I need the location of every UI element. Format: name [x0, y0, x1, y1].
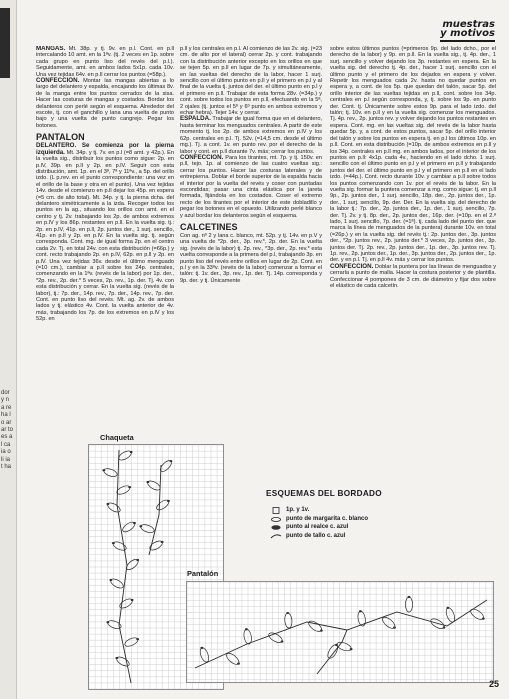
- leaf-motif: [225, 651, 241, 666]
- leaf-dot: [286, 612, 289, 614]
- leaf-dot: [408, 596, 411, 598]
- leaf-outline: [445, 607, 457, 624]
- column2-text-top: p.ll y los centrales en p.l. Al comienzo de las 2v. sig. (=23 cm. de alto por el lateral) cerrar 2p. y cont. trabajando con la distribución anterior excepto en los orillos en que se tejen 5p. en p.ll en lugar de 7p. y simultáneamente, en las vueltas del derecho de la labor, hacer 1 surj. sencillo con el último punto en p.ll y el primero en p.l y al final de la vuelta tj. juntos del der. el último punto en p.l y el primero en p.ll. Trabajar de esta forma 28v. (=34p.) y cont. sobre todos los puntos en p.ll, efectuando en la 5ª, 2 ojales (tj. juntos el 5º y 6º punto en ambos extremos y echar hebra). Tejer 14v. y cerrar.: [180, 46, 322, 117]
- edge-bar: [0, 8, 10, 78]
- stitch-icon: [270, 533, 282, 540]
- leaf-motif: [469, 607, 485, 621]
- embroidery-charts-title: ESQUEMAS DEL BORDADO: [266, 489, 382, 498]
- leaf-dot: [128, 486, 131, 488]
- legend-text: punto al realce c. azul: [286, 524, 349, 530]
- leaf-outline: [103, 467, 118, 478]
- calcetines-heading: CALCETINES: [180, 221, 238, 232]
- leaf-dot: [139, 525, 142, 527]
- leaf-dot: [106, 621, 109, 623]
- leaf-motif: [115, 655, 130, 668]
- confeccion-heading: CONFECCION.: [36, 77, 80, 85]
- leaf-outline: [267, 631, 284, 645]
- leaf-outline: [243, 629, 253, 645]
- leaf-dot: [169, 460, 172, 462]
- leaf-dot: [237, 663, 240, 665]
- leaf-dot: [200, 647, 203, 649]
- leaf-dot: [136, 638, 139, 640]
- confeccion-text-3: Doblar la puntera por las líneas de menguados y cerrarla a punto de malla. Hacer la costura posterior y de plantilla. Confeccionar 4 pompones de 3 cm. de diámetro y fijar dos sobre el elástico de cada calcetín.: [330, 263, 496, 290]
- masthead: [440, 20, 495, 42]
- legend-text: punto de margarita c. blanco: [286, 515, 369, 522]
- leaf-dot: [130, 451, 133, 453]
- leaf-dot: [359, 610, 362, 612]
- leaf-dot: [320, 630, 323, 632]
- leaf-icon: [270, 516, 282, 523]
- leaf-outline: [284, 613, 292, 629]
- espalda-text: Trabajar de igual forma que en el delantero, hasta terminar los menguados centrales. A partir de este momento tj. los 2p. de ambos extremos en p.lV y los 62p. centrales en p.l. Tj. 52v. (=14,5 cm. desde el último mg.). Tj. a cont. 1v. en punto rev. por el derecho de la labor y cont. en p.ll durante 7v. más; cerrar los puntos.: [180, 116, 322, 155]
- leaf-motif: [445, 607, 457, 624]
- calcetines-text: Con ag. nº 2 y lana c. blanco, mt. 52p. y tj. 14v. en p.V y una vuelta de *2p. der., 3p. rev.*, 2p. der. En la vuelta sig. (revés de la labor) tj. 2p. rev., *3p. der., 2p. rev.* esta vuelta corresponde a la primera del p.l, trabajando 3p. en punto liso del revés entre orillos en lugar de 2p. Cont. en p.l y en la 33ªv. (revés de la labor) comenzar a formar el talón: tj. 1v. der., 3p. rev., 1p. der. Tj. 14p. corresponda y 9p. der. y tj. Únicamente: [180, 232, 322, 284]
- leaf-dot: [115, 657, 118, 659]
- legend-row-realce: [270, 523, 470, 532]
- confeccion-text: Montar las mangas abiertas a lo largo del delantero y espalda, encajando los últimas 8v. de la manga entre los puntos cerrados de la sisa. Hacer las costuras de mangas y costados. Bordar los delanteros con perlé según el esquema. Alrededor del escote, tj. con el ganchillo y lana una vuelta de punto bajo y una vuelta de punto cangrejo. Pegar los botones.: [36, 78, 174, 129]
- confeccion-heading-3: CONFECCION.: [330, 262, 374, 270]
- masthead-line1: muestras: [442, 19, 495, 30]
- leaf-outline: [140, 523, 155, 534]
- pantalon-embroidery-chart: [186, 581, 494, 683]
- delantero-heading: DELANTERO. Se comienza por la pierna izquierda.: [36, 142, 174, 156]
- leaf-motif: [139, 523, 155, 534]
- legend-row-margarita: [270, 515, 470, 524]
- leaf-dot: [245, 628, 248, 630]
- edge-text: dor y n a re ha lo ar ar to es al ca ia o li ia t ha: [1, 390, 14, 471]
- masthead-line2: y motivos: [440, 28, 495, 39]
- legend-row-grid: [270, 506, 470, 515]
- leaf-dot: [133, 522, 136, 524]
- leaf-dot: [167, 500, 170, 502]
- legend-text: punto de tallo c. azul: [286, 532, 346, 539]
- pantalon-heading: PANTALON: [36, 132, 85, 143]
- leaf-dot: [136, 559, 139, 561]
- confeccion-text-2: Para los tirantes, mt. 7p. y tj. 150v. en p.ll, tejo. 1p. al comienzo de las cuatro vueltas sig.: cerrar los puntos. Hacer las costuras laterales y de entrepierna. Doblar el borde superior de la espalda hacia el interior por la vuelta del revés y coser con puntadas escondidas; pasar una cinta elástica por la jareta formada, fijándola en los costados. Coser el extremo recto de los tirantes por el interior de este dobladillo y pegar los botones en el opuesto. Utilizando perlé blanco y azul bordar los delanteros según el esquema.: [180, 154, 322, 219]
- mangas-text: Mt. 38p. y tj. 9v. en p.l. Cont. en p.ll intercalando 10 amt. en la 1ªv. (tj. 2 veces en 1p. sobre cada grupo en punto liso del revés del p.l.). Seguidamente, amt. en ambos lados 5x1p. cada 10v. Una vez tejidas 64v. en p.ll cerrar los puntos (=58p.).: [36, 46, 174, 78]
- leaf-motif: [155, 498, 170, 511]
- leaf-motif: [284, 612, 292, 628]
- leaf-dot: [112, 542, 115, 544]
- text-column-1: [36, 46, 174, 420]
- column3-text: sobre estos últimos puntos (=primeros 9p. del lado dcho., por el derecho de la labor) y 9p. en p.ll. En la vuelta sig., tj. 4p. der., 1 surj. sencillo y volver dejando los 3p. restantes en espera. En la vuelta sig. del derecho tj. 4p. der., hacer 1 surj. sencillo con el último punto y el primero de los dejados en espera y volver. Repetir los menguados cada 2v. hasta no quedar puntos en espera y, a cont. de los 5p. que quedan del talón, sacar 5p. del orillo interior de las vueltas tejidas en p.ll, cont. sobre los 34p. centrales en p.l según corresponda, y, tj. sobre los 9p. en punto der. Cont. tj. Únicamente sobre estos 9p. para el lado izdo. del talón; tj. 10v. en p.ll y en la vuelta sig. comenzar los menguados. Tj. 4p. rev., 2p. juntos rev. y volver dejando los puntos restantes en espera. Cont. mg. en las vueltas sig. del revés de la labor hasta quedar 5p. y, a cont. de estos puntos, sacar 5p. del orillo interior del talón y sobre los puntos en espera tj. en p.l los últimos 10p. en p.ll. Cont. en esta distribución (=10p. de ambos extremos en p.ll y los 34p. centrales en p.ll mg. en ambos lados, por el interior de los puntos en p.ll: 4x1p. cada 4v., haciendo en el lado dcho. 1 surj. sencillo con el último punto en p.l y el primero en p.ll y trabajando juntos del der. el último punto en p.l y el primero en p.ll en el lado izdo. (=44p.). Cont. recto durante 10v. y cambiar a p.ll sobre todos los puntos comenzando con 1v. por el revés de la labor. En la vuelta sig. formar la puntera comenzar a mg. como sigue: tj. en p.ll 9p., 2p. juntos der., 1 surj. sencillo, 18p. der., 2p. juntos der., 1p. der., 1 surj. sencillo, 9p. der. Der. En la vuelta sig. del derecho de la labor tj.: 7p. der., 2p. juntos der., 1p. der., 1 surj. sencillo, 7p. der. Tj. 2v. y tj. 8p. der., 2p. juntos der., 16p. der. (=10p. en el 2.ª lado, 1 surj. sencillo, 7p. der. (=1ª). tj. cada lado del punto der. que marca la línea de menguados de la puntera) durante 10v. en total (=26p.) y en la vuelta sig. del revés tj.: 2p. juntos der., 3p. juntos der., *2p. juntos rev., 2p. juntos der.* 3 veces, 2p. juntos der., 3p. juntos der. Tj. 2p. rev., 2p. juntos der., 1p. der., 3p. juntos rev. Tj. 1p. rev., 2p. juntos der., 1p. der., 3p. juntos der., 2p. juntos der., 1p. der. y en p.l. Tj. en p.ll 4v. más y cerrar los puntos.: [330, 46, 496, 264]
- previous-page-edge: [0, 0, 17, 699]
- masthead-rule: [440, 40, 495, 42]
- dot-icon: [270, 524, 282, 531]
- leaf-dot: [393, 627, 396, 629]
- leaf-dot: [350, 648, 353, 650]
- leaf-motif: [267, 631, 284, 645]
- text-column-3: [330, 46, 496, 456]
- delantero-text: Mt. 34p. y tj. 7v. en p.l (=8 amt. y 42p.). En la vuelta sig., distribuir los puntos como sigue: 2p. en p.lV, 39p. en p.ll y 2p. en p.lV. Seguir con esta distribución, amt. 1p. en el 3ª, 7ª y 11ªv., a 5p. del orillo izdo. (L p.rev. en el punto correspondiente: una vez en el orillo de la base y otra en el punto). Una vez tejidas 14v. desde el comienzo en p.ll dejar los 45p. en espera (=5 cm. de alto total). Mt. 34p. y tj. la pierna dcha. del delantero simétricamente a la izda. Recoger todos los puntos en la ag., situando los orillos con amt. en el centro y tj. 2v. trabajando los 2p. de ambos extremos en p.lV y los 86p. restantes en p.ll. En la vuelta sig. tj.: 2p. en p.lV, 41p. en p.ll, 2p. juntos der., 1 surj. sencillo, 41p. en p.ll y 2p. en p.lV. En la vuelta sig. tj. según corresponda. Cont. mg. de igual forma 2p. en el centro cada 2v. Tj. en total 24v. con esta distribución (=66p.) y cont. recto trabajando 2p. en p.lV, 62p. en p.ll y 2p. en p.lV. Una vez tejidas 36v. desde el último menguado (=10 cm.), cambiar a p.ll sobre los 24p. centrales, comenzando en la 1ªv. (revés de la labor) por 1p. der., *2p. rev., 2p. der.* 5 veces, 2p. rev., 1p. der. Tj. 4v. con esta distribución y cerrar. En la vuelta sig. (revés de la labor), tj.: 7p. der., 14p. rev., 7p. der., 14p. rev., 7p. der. Cont. en punto liso del revés. Mt. ag. 2v. de ambos lados y tj. elástico 4v. Cont. la vuelta anterior de 4v. más, trabajando los 7p. de los extremos en p.lV y los 52p. en: [36, 149, 174, 323]
- leaf-dot: [102, 469, 105, 471]
- leaf-dot: [131, 599, 134, 601]
- stem-line: [117, 450, 131, 683]
- leaf-motif: [102, 467, 118, 478]
- page-number: 25: [488, 679, 499, 689]
- confeccion-heading-2: CONFECCION.: [180, 153, 224, 161]
- square-icon: [270, 507, 282, 514]
- leaf-dot: [109, 579, 112, 581]
- leaf-motif: [121, 520, 136, 533]
- leaf-motif: [146, 479, 161, 492]
- leaf-dot: [443, 626, 446, 628]
- leaf-dot: [446, 607, 449, 609]
- leaf-dot: [482, 618, 485, 620]
- text-column-2: [180, 46, 322, 420]
- pantalon-chart-label: Pantalón: [187, 569, 219, 578]
- stitch-legend: [270, 506, 470, 540]
- leaf-dot: [106, 503, 109, 505]
- leaf-dot: [161, 541, 164, 543]
- legend-row-tallo: [270, 532, 470, 541]
- leaf-dot: [281, 640, 284, 642]
- mangas-heading: MANGAS.: [36, 46, 66, 52]
- chaqueta-chart-label: Chaqueta: [100, 433, 134, 442]
- espalda-heading: ESPALDA.: [180, 115, 211, 123]
- leaf-dot: [146, 481, 149, 483]
- legend-text: 1p. y 1v.: [286, 507, 310, 513]
